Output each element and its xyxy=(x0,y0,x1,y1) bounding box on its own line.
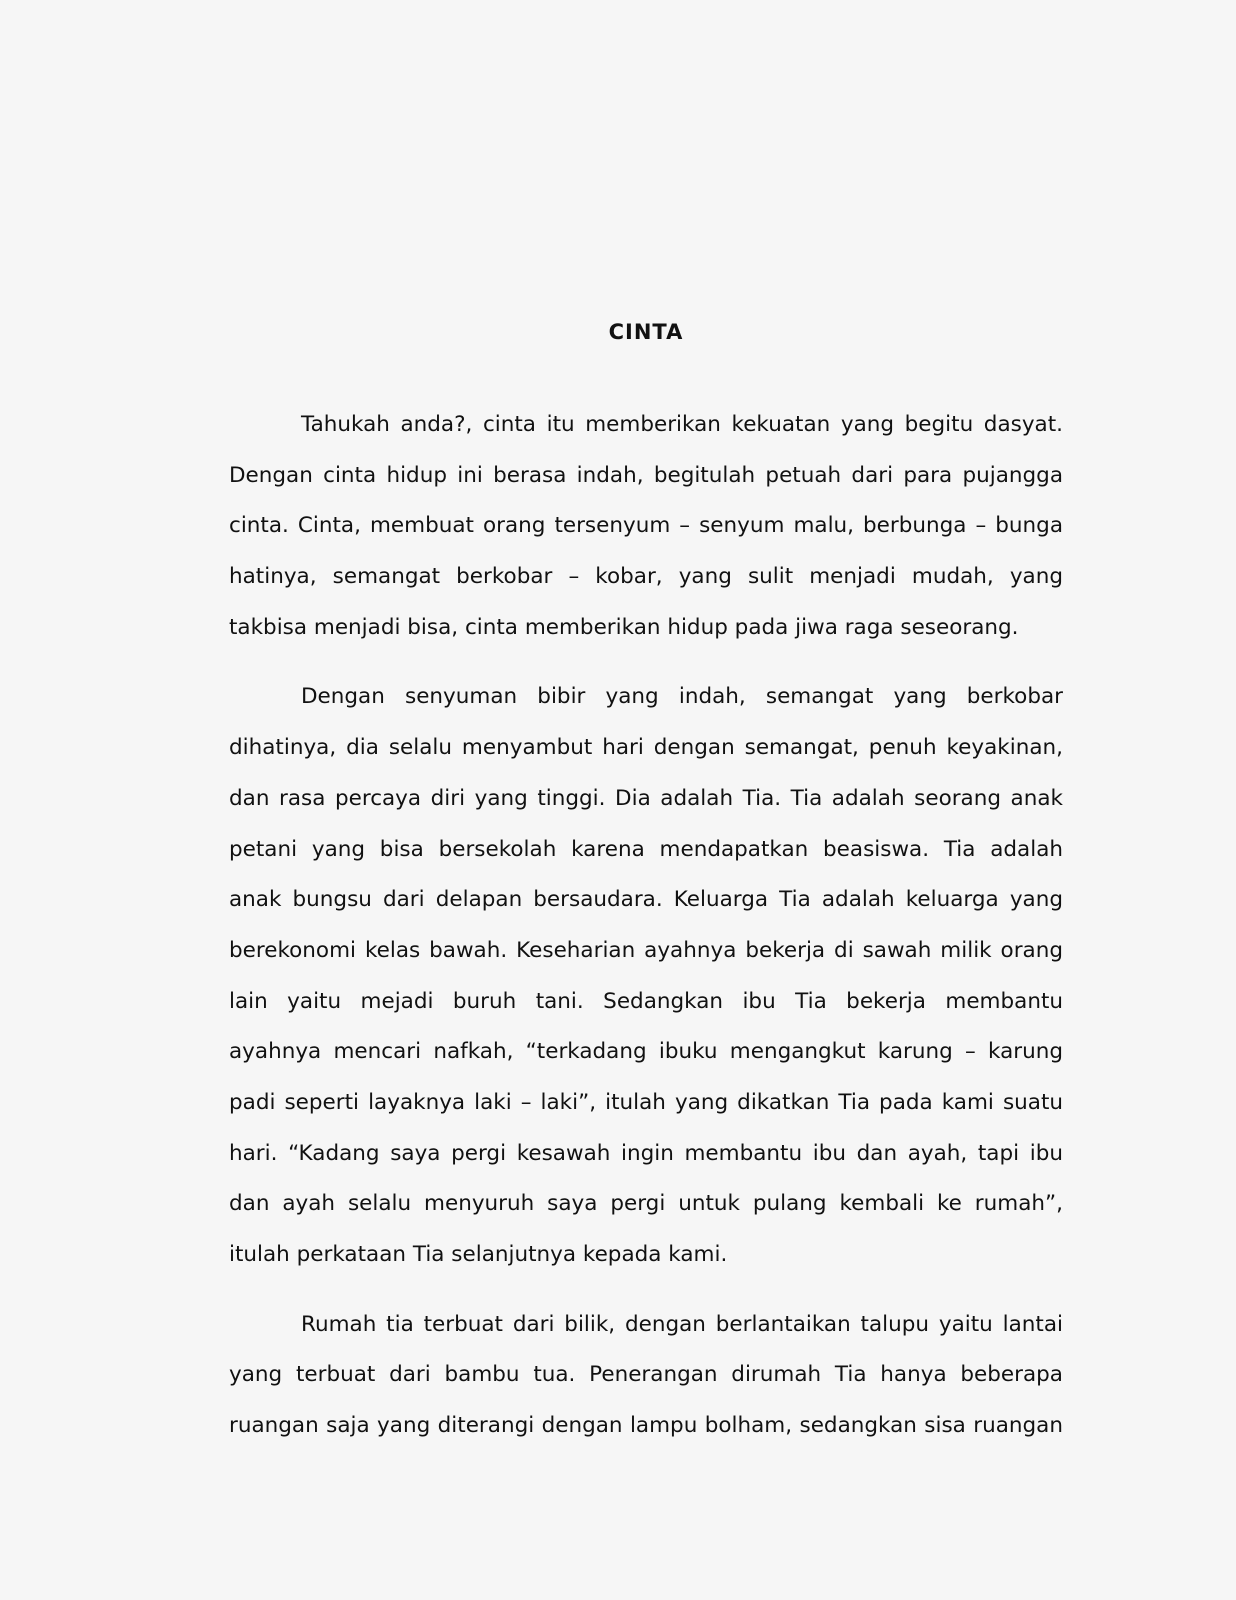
text-line: yang terbuat dari bambu tua. Penerangan dirumah Tia hanya beberapa xyxy=(229,1362,1063,1388)
text-line: petani yang bisa bersekolah karena mendapatkan beasiswa. Tia adalah xyxy=(229,836,1063,862)
text-line: Dengan senyuman bibir yang indah, semangat yang berkobar xyxy=(301,684,1063,710)
text-line: cinta. Cinta, membuat orang tersenyum – senyum malu, berbunga – bunga xyxy=(229,513,1063,539)
text-line: ayahnya mencari nafkah, “terkadang ibuku mengangkut karung – karung xyxy=(229,1039,1063,1065)
text-line: hatinya, semangat berkobar – kobar, yang sulit menjadi mudah, yang xyxy=(229,564,1063,590)
text-line: dan ayah selalu menyuruh saya pergi untuk pulang kembali ke rumah”, xyxy=(229,1191,1063,1217)
text-line: anak bungsu dari delapan bersaudara. Keluarga Tia adalah keluarga yang xyxy=(229,887,1063,913)
paragraph-3 xyxy=(229,1300,1063,1452)
text-line: Dengan cinta hidup ini berasa indah, begitulah petuah dari para pujangga xyxy=(229,462,1063,488)
text-line: berekonomi kelas bawah. Keseharian ayahnya bekerja di sawah milik orang xyxy=(229,937,1063,963)
paragraph-1 xyxy=(229,400,1063,653)
text-line: ruangan saja yang diterangi dengan lampu bolham, sedangkan sisa ruangan xyxy=(229,1413,1063,1439)
text-line: dan rasa percaya diri yang tinggi. Dia adalah Tia. Tia adalah seorang anak xyxy=(229,785,1063,811)
paragraph-2 xyxy=(229,672,1063,1280)
text-line: takbisa menjadi bisa, cinta memberikan hidup pada jiwa raga seseorang. xyxy=(229,614,1019,640)
text-line: Tahukah anda?, cinta itu memberikan kekuatan yang begitu dasyat. xyxy=(301,412,1063,437)
text-line: lain yaitu mejadi buruh tani. Sedangkan ibu Tia bekerja membantu xyxy=(229,988,1063,1014)
text-line: dihatinya, dia selalu menyambut hari dengan semangat, penuh keyakinan, xyxy=(229,735,1063,761)
document-body xyxy=(229,300,1063,1471)
document-title: CINTA xyxy=(608,320,684,344)
text-line: padi seperti layaknya laki – laki”, itulah yang dikatkan Tia pada kami suatu xyxy=(229,1089,1063,1115)
text-line: Rumah tia terbuat dari bilik, dengan berlantaikan talupu yaitu lantai xyxy=(301,1311,1063,1337)
text-line: itulah perkataan Tia selanjutnya kepada kami. xyxy=(229,1242,728,1267)
text-line: hari. “Kadang saya pergi kesawah ingin membantu ibu dan ayah, tapi ibu xyxy=(229,1140,1063,1166)
